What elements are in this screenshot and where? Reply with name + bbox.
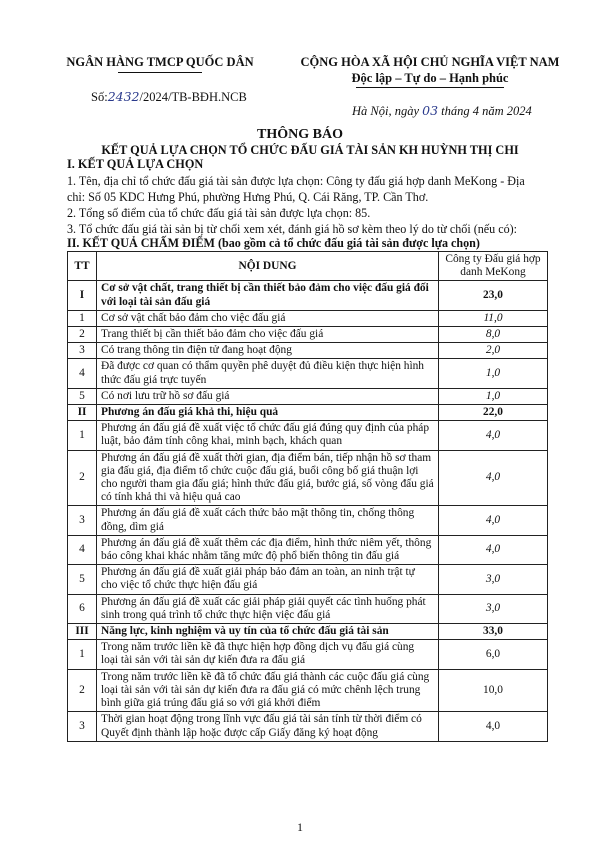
section-1-line-1: 1. Tên, địa chỉ tổ chức đấu giá tài sản được lựa chọn: Công ty đấu giá hợp danh MeKong - Địa	[67, 174, 525, 188]
row-score: 33,0	[439, 624, 548, 640]
row-content: Phương án đấu giá đề xuất thời gian, địa điểm bán, tiếp nhận hồ sơ tham gia đấu giá, địa điểm tổ chức cuộc đấu giá, buổi công bố giá thuận lợi cho người tham gia đấu giá; hình thức đấu giá, bước giá, số vòng đấu giá có tính khả thi và hiệu quả cao	[97, 450, 439, 506]
row-score: 11,0	[439, 310, 548, 326]
row-content: Phương án đấu giá đề xuất các giải pháp giải quyết các tình huống phát sinh trong quá trình tổ chức thực hiện việc đấu giá	[97, 594, 439, 623]
score-table	[67, 251, 548, 742]
section-1-heading: I. KẾT QUẢ LỰA CHỌN	[67, 157, 204, 171]
doc-no-prefix: Số:	[91, 90, 108, 104]
row-tt: 2	[68, 450, 97, 506]
row-content: Năng lực, kinh nghiệm và uy tín của tổ chức đấu giá tài sản	[97, 624, 439, 640]
row-content: Trang thiết bị cần thiết bảo đảm cho việc đấu giá	[97, 327, 439, 343]
table-row	[68, 565, 548, 594]
row-score: 4,0	[439, 712, 548, 741]
page-number: 1	[297, 820, 303, 834]
table-row	[68, 310, 548, 326]
date-prefix: Hà Nội, ngày	[352, 104, 420, 118]
table-row	[68, 640, 548, 669]
table-row	[68, 421, 548, 450]
date-handwritten: 03	[422, 103, 439, 118]
table-section-row	[68, 405, 548, 421]
row-content: Cơ sở vật chất bảo đảm cho việc đấu giá	[97, 310, 439, 326]
section-1-line-1b: chỉ: Số 05 KDC Hưng Phú, phường Hưng Phú, Q. Cái Răng, TP. Cần Thơ.	[67, 190, 429, 204]
table-body	[68, 281, 548, 741]
row-score: 3,0	[439, 594, 548, 623]
row-tt: 2	[68, 669, 97, 712]
row-tt: 2	[68, 327, 97, 343]
row-tt: 3	[68, 506, 97, 535]
table-row	[68, 388, 548, 404]
row-score: 8,0	[439, 327, 548, 343]
table-row	[68, 669, 548, 712]
row-tt: III	[68, 624, 97, 640]
row-tt: 4	[68, 535, 97, 564]
row-score: 4,0	[439, 535, 548, 564]
motto: Độc lập – Tự do – Hạnh phúc	[351, 71, 509, 85]
section-2-title: II. KẾT QUẢ CHẤM ĐIỂM	[67, 236, 215, 250]
row-content: Cơ sở vật chất, trang thiết bị cần thiết bảo đảm cho việc đấu giá đối với loại tài sản đấu giá	[97, 281, 439, 310]
date-suffix: tháng 4 năm 2024	[441, 104, 532, 118]
table-row	[68, 450, 548, 506]
row-tt: 6	[68, 594, 97, 623]
row-content: Thời gian hoạt động trong lĩnh vực đấu giá tài sản tính từ thời điểm có Quyết định thành lập hoặc được cấp Giấy đăng ký hoạt động	[97, 712, 439, 741]
row-tt: 5	[68, 565, 97, 594]
row-score: 22,0	[439, 405, 548, 421]
republic-title: CỘNG HÒA XÃ HỘI CHỦ NGHĨA VIỆT NAM	[300, 55, 560, 69]
table-row	[68, 327, 548, 343]
row-score: 1,0	[439, 359, 548, 388]
row-tt: 4	[68, 359, 97, 388]
row-score: 1,0	[439, 388, 548, 404]
col-header-score: Công ty Đấu giá hợp danh MeKong	[439, 252, 548, 281]
table-row	[68, 594, 548, 623]
table-row	[68, 343, 548, 359]
section-2-note: (bao gồm cả tổ chức đấu giá tài sản được lựa chọn)	[217, 236, 480, 250]
document-date	[352, 103, 532, 119]
org-name: NGÂN HÀNG TMCP QUỐC DÂN	[66, 55, 254, 69]
row-score: 3,0	[439, 565, 548, 594]
row-tt: I	[68, 281, 97, 310]
document-number	[91, 89, 247, 105]
row-score: 23,0	[439, 281, 548, 310]
section-1-line-2: 2. Tổng số điểm của tổ chức đấu giá tài sản được lựa chọn: 85.	[67, 206, 371, 220]
row-content: Phương án đấu giá khả thi, hiệu quả	[97, 405, 439, 421]
row-content: Phương án đấu giá đề xuất thêm các địa điểm, hình thức niêm yết, thông báo công khai khác nhằm tăng mức độ phổ biến thông tin đấu giá	[97, 535, 439, 564]
notice-subtitle: KẾT QUẢ LỰA CHỌN TỔ CHỨC ĐẤU GIÁ TÀI SẢN KH HUỲNH THỊ CHI	[101, 143, 519, 157]
row-score: 4,0	[439, 421, 548, 450]
row-score: 10,0	[439, 669, 548, 712]
row-tt: 1	[68, 421, 97, 450]
doc-no-suffix: /2024/TB-BĐH.NCB	[139, 90, 247, 104]
row-tt: 1	[68, 640, 97, 669]
table-row	[68, 506, 548, 535]
col-header-content: NỘI DUNG	[97, 252, 439, 281]
table-header-row	[68, 252, 548, 281]
table-row	[68, 359, 548, 388]
motto-underline	[356, 87, 504, 88]
table-section-row	[68, 624, 548, 640]
row-score: 2,0	[439, 343, 548, 359]
doc-no-handwritten: 2432	[107, 89, 140, 104]
row-content: Trong năm trước liền kề đã tổ chức đấu giá thành các cuộc đấu giá cùng loại tài sản với tài sản dự kiến đưa ra đấu giá có mức chênh lệch trung bình giữa giá trúng đấu giá so với giá khởi điểm	[97, 669, 439, 712]
row-tt: II	[68, 405, 97, 421]
row-score: 4,0	[439, 450, 548, 506]
row-content: Trong năm trước liền kề đã thực hiện hợp đồng dịch vụ đấu giá cùng loại tài sản với tài sản dự kiến đưa ra đấu giá	[97, 640, 439, 669]
section-2-heading	[67, 236, 480, 251]
row-tt: 5	[68, 388, 97, 404]
row-content: Phương án đấu giá đề xuất giải pháp bảo đảm an toàn, an ninh trật tự cho việc tổ chức thực hiện đấu giá	[97, 565, 439, 594]
col-header-tt: TT	[68, 252, 97, 281]
row-content: Phương án đấu giá đề xuất việc tổ chức đấu giá đúng quy định của pháp luật, bảo đảm tính công khai, minh bạch, khách quan	[97, 421, 439, 450]
row-score: 4,0	[439, 506, 548, 535]
row-content: Phương án đấu giá đề xuất cách thức bảo mật thông tin, chống thông đồng, dìm giá	[97, 506, 439, 535]
row-content: Có trang thông tin điện tử đang hoạt động	[97, 343, 439, 359]
row-tt: 3	[68, 343, 97, 359]
notice-title: THÔNG BÁO	[257, 127, 343, 142]
table-row	[68, 535, 548, 564]
row-tt: 3	[68, 712, 97, 741]
row-content: Có nơi lưu trữ hồ sơ đấu giá	[97, 388, 439, 404]
table-section-row	[68, 281, 548, 310]
row-content: Đã được cơ quan có thẩm quyền phê duyệt đủ điều kiện thực hiện hình thức đấu giá trực tuyến	[97, 359, 439, 388]
table-row	[68, 712, 548, 741]
row-score: 6,0	[439, 640, 548, 669]
row-tt: 1	[68, 310, 97, 326]
section-1-line-3: 3. Tổ chức đấu giá tài sản bị từ chối xem xét, đánh giá hồ sơ kèm theo lý do từ chối (nếu có):	[67, 222, 518, 236]
org-underline	[118, 72, 202, 73]
